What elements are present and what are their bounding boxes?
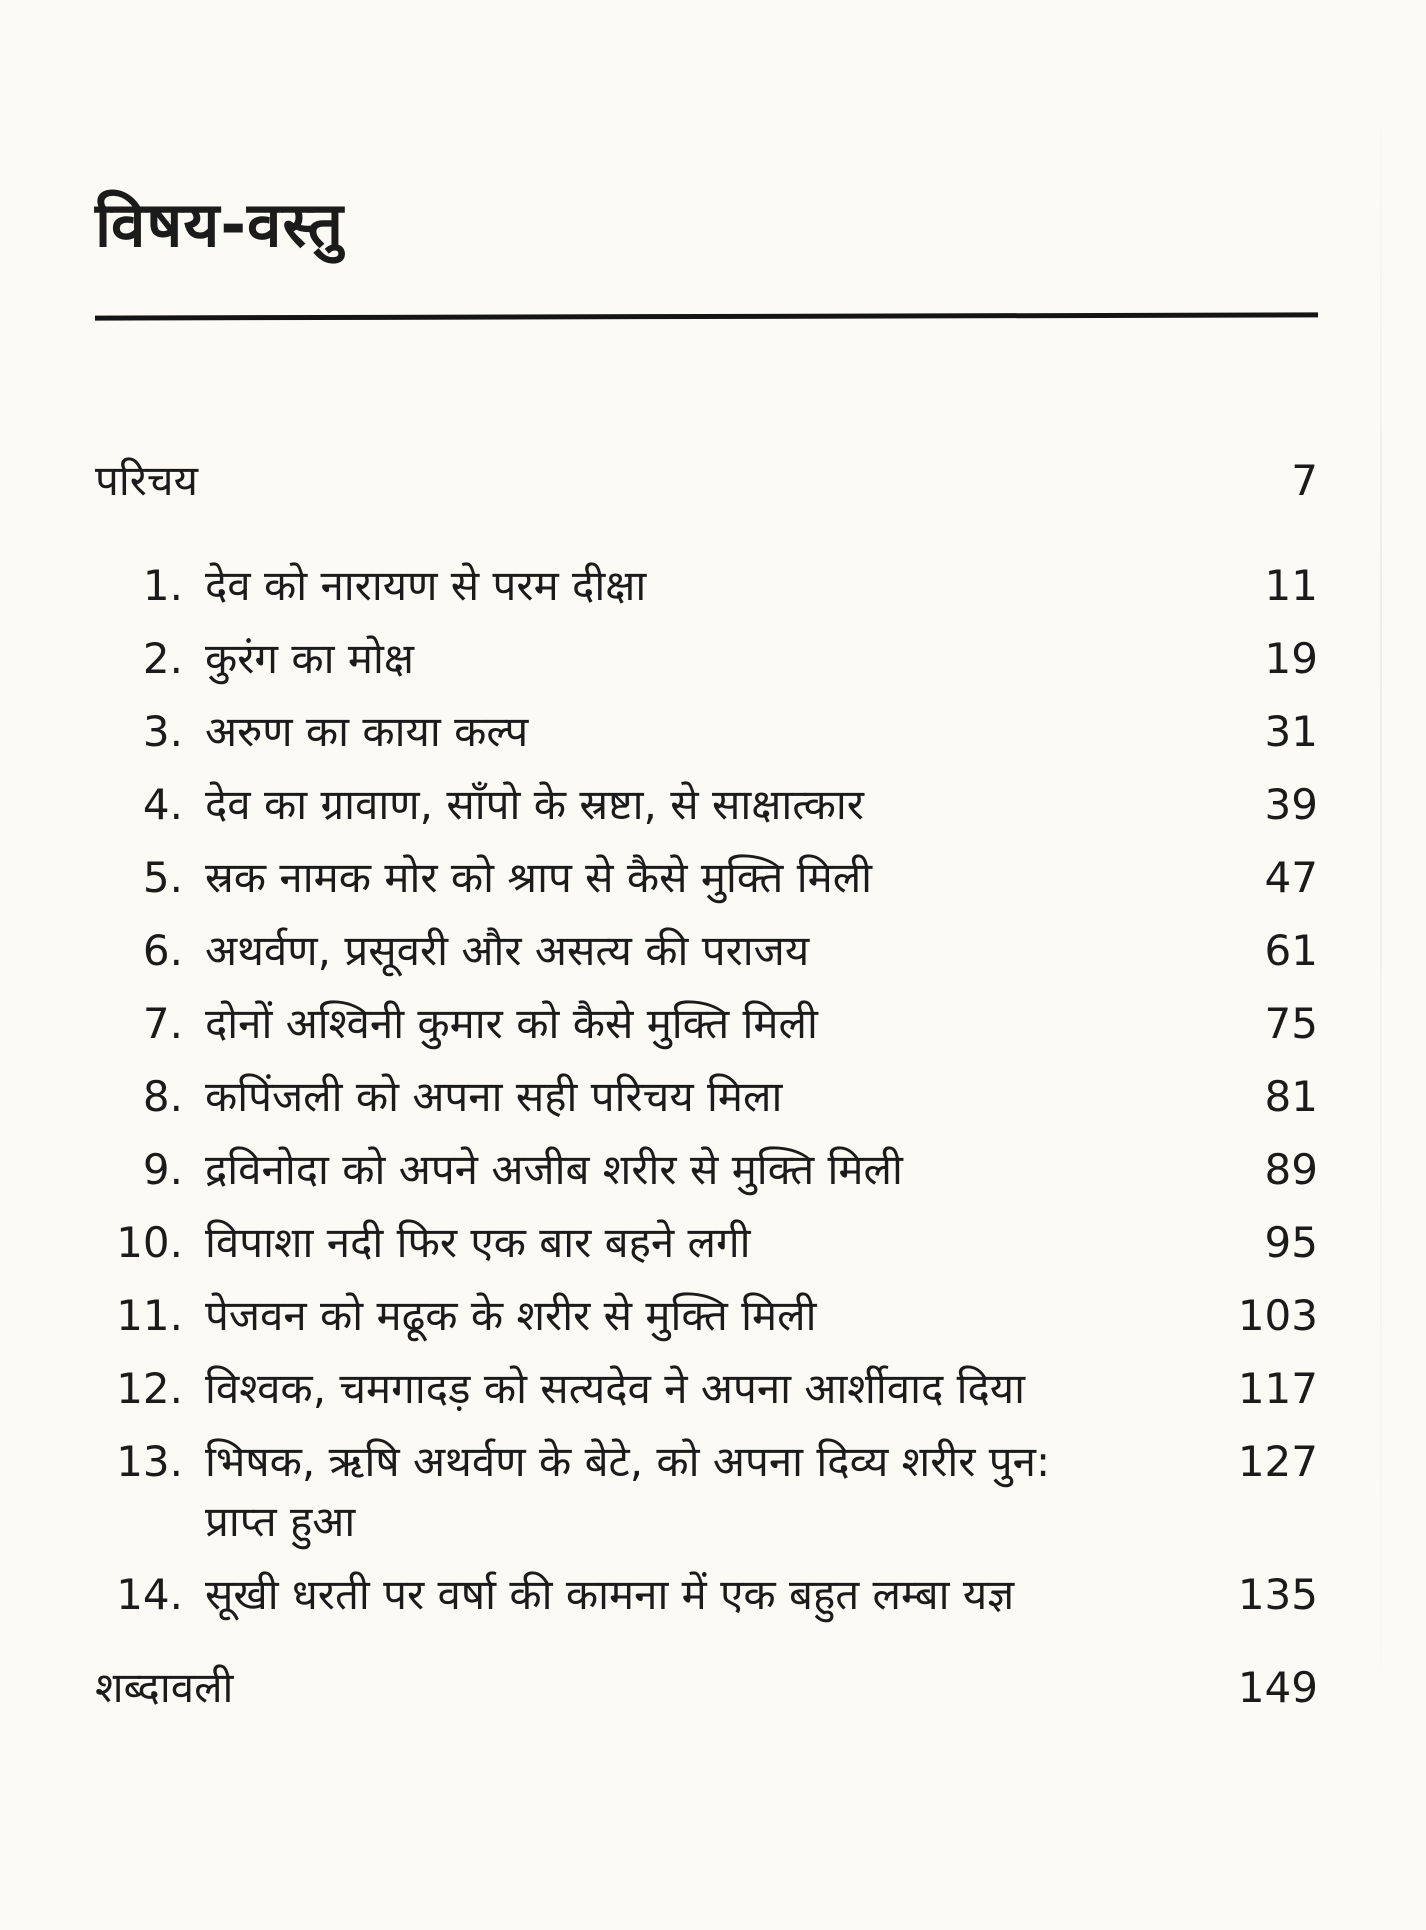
toc-page-number: 7: [1291, 456, 1318, 505]
toc-entry-number: 2.: [142, 634, 183, 683]
toc-page-number: 47: [1264, 853, 1318, 902]
toc-entry-title: अरुण का काया कल्प: [205, 707, 529, 756]
toc-page-number: 75: [1264, 999, 1318, 1048]
toc-page-number: 117: [1237, 1364, 1318, 1413]
toc-entry-number: 8.: [142, 1072, 183, 1121]
toc-page-number: 31: [1264, 707, 1318, 756]
toc-entry-number: 14.: [116, 1570, 183, 1619]
toc-entry-number: 9.: [142, 1145, 183, 1194]
toc-row: [95, 775, 1318, 835]
page-title: विषय-वस्तु: [95, 188, 344, 261]
toc-entry-number: 7.: [142, 999, 183, 1048]
toc-page-number: 39: [1264, 780, 1318, 829]
toc-entry-number: 3.: [142, 707, 183, 756]
toc-page-number: 89: [1264, 1145, 1318, 1194]
toc-page-number: 61: [1264, 926, 1318, 975]
toc-entry-number: 1.: [142, 561, 183, 610]
toc-page-number: 103: [1237, 1291, 1318, 1340]
toc-row: [95, 1286, 1318, 1346]
toc-row: [95, 1432, 1318, 1552]
toc-entry-number: 4.: [142, 780, 183, 829]
toc-row: [95, 702, 1318, 762]
toc-row-intro: [95, 451, 1318, 511]
toc-section-label: परिचय: [95, 456, 198, 505]
toc-entry-number: 13.: [116, 1437, 183, 1486]
toc-entry-number: 6.: [142, 926, 183, 975]
toc-entry-title: कुरंग का मोक्ष: [205, 634, 415, 683]
toc-page-number: 11: [1264, 561, 1318, 610]
toc-entry-title: कपिंजली को अपना सही परिचय मिला: [205, 1072, 783, 1121]
toc-row: [95, 994, 1318, 1054]
toc-row: [95, 1067, 1318, 1127]
toc-entry-title: देव का ग्रावाण, साँपो के स्रष्टा, से साक्षात्कार: [205, 780, 864, 829]
toc-row: [95, 848, 1318, 908]
toc-entry-title: विपाशा नदी फिर एक बार बहने लगी: [205, 1218, 751, 1267]
toc-entry-number: 10.: [116, 1218, 183, 1267]
toc-row: [95, 1140, 1318, 1200]
toc-page-number: 95: [1264, 1218, 1318, 1267]
toc-page-number: 127: [1237, 1437, 1318, 1486]
toc-row: [95, 556, 1318, 616]
scan-crease-artifact: [1380, 80, 1382, 1780]
toc-row: [95, 629, 1318, 689]
toc-row: [95, 1565, 1318, 1625]
toc-row: [95, 1213, 1318, 1273]
toc-entry-title-line1: भिषक, ऋषि अथर्वण के बेटे, को अपना दिव्य शरीर पुन:: [205, 1437, 1051, 1486]
toc-entry-title: विश्वक, चमगादड़ को सत्यदेव ने अपना आर्शीवाद दिया: [205, 1364, 1026, 1413]
toc-section-label: शब्दावली: [95, 1663, 234, 1712]
toc-entry-title: द्रविनोदा को अपने अजीब शरीर से मुक्ति मिली: [205, 1145, 903, 1194]
toc-entry-title: सूखी धरती पर वर्षा की कामना में एक बहुत लम्बा यज्ञ: [205, 1570, 1015, 1619]
title-rule: [95, 312, 1318, 320]
toc-entry-number: 5.: [142, 853, 183, 902]
toc-row-glossary: [95, 1658, 1318, 1718]
toc-page-number: 135: [1237, 1570, 1318, 1619]
toc-entry-title: अथर्वण, प्रसूवरी और असत्य की पराजय: [205, 926, 810, 975]
toc-entry-title: पेजवन को मढूक के शरीर से मुक्ति मिली: [205, 1291, 817, 1340]
toc-page-number: 19: [1264, 634, 1318, 683]
table-of-contents: [95, 451, 1318, 1718]
toc-entry-title: दोनों अश्विनी कुमार को कैसे मुक्ति मिली: [205, 999, 818, 1048]
toc-row: [95, 921, 1318, 981]
toc-entry-title: देव को नारायण से परम दीक्षा: [205, 561, 647, 610]
toc-entry-title: [205, 1432, 1208, 1552]
toc-page-number: 81: [1264, 1072, 1318, 1121]
toc-entry-number: 12.: [116, 1364, 183, 1413]
toc-page-number: 149: [1237, 1663, 1318, 1712]
toc-entry-number: 11.: [116, 1291, 183, 1340]
toc-row: [95, 1359, 1318, 1419]
toc-entry-title-line2: प्राप्त हुआ: [205, 1497, 356, 1546]
toc-entry-title: स्रक नामक मोर को श्राप से कैसे मुक्ति मिली: [205, 853, 873, 902]
